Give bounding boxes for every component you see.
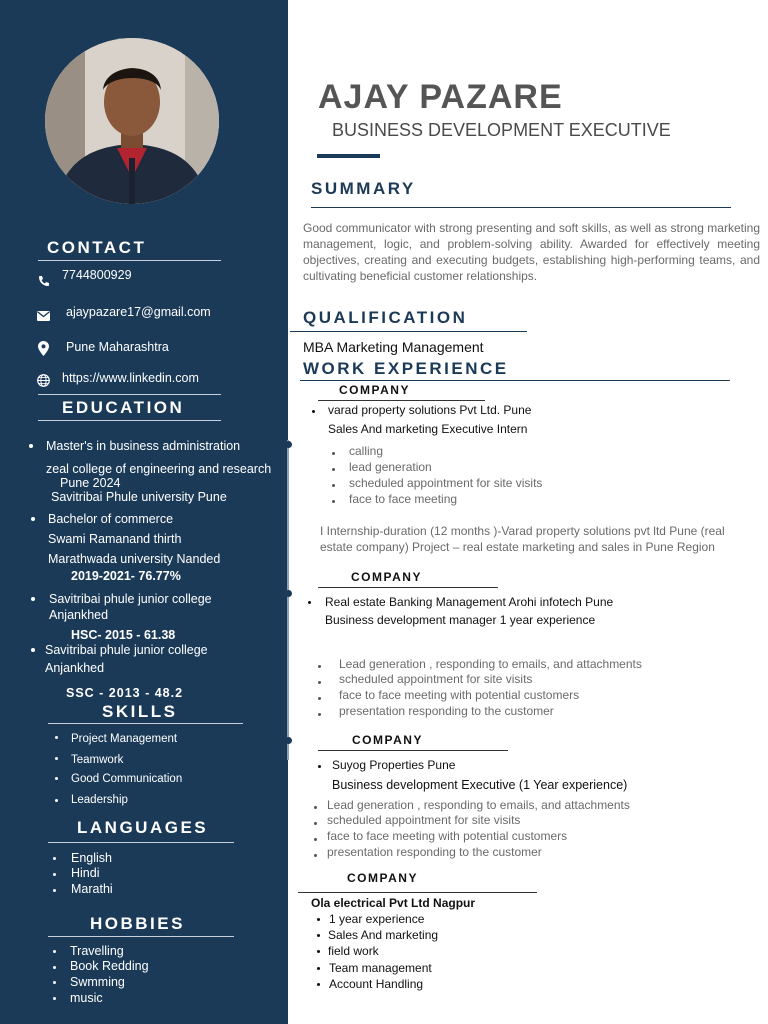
company-divider: [318, 400, 485, 401]
hobby-item: Travelling: [70, 944, 124, 958]
bullet-icon: [314, 854, 317, 857]
bullet-icon: [55, 799, 58, 802]
job-1-duty: face to face meeting: [349, 492, 458, 506]
company-label: COMPANY: [352, 733, 423, 747]
timeline-line: [287, 440, 289, 760]
job-2-duty: presentation responding to the customer: [339, 704, 554, 718]
timeline-dot: [285, 590, 292, 597]
bullet-icon: [332, 484, 335, 487]
job-2-company: Real estate Banking Management Arohi infotech Pune: [325, 595, 614, 609]
qualification-heading: QUALIFICATION: [303, 308, 468, 327]
languages-heading: LANGUAGES: [77, 818, 209, 837]
bullet-icon: [317, 983, 320, 986]
job-4-duty: 1 year experience: [329, 912, 425, 926]
bullet-icon: [312, 410, 315, 413]
internship-note: I Internship-duration (12 months )-Varad property solutions pvt ltd Pune (real estate company) Project – real estate marketing and sales in Pune Region: [320, 524, 725, 554]
bullet-icon: [31, 517, 35, 521]
company-divider: [298, 892, 537, 893]
company-label: COMPANY: [351, 570, 422, 584]
bullet-icon: [318, 681, 321, 684]
bullet-icon: [332, 500, 335, 503]
skill-item: Project Management: [71, 733, 178, 745]
edu-4-score: SSC - 2013 - 48.2: [66, 686, 184, 700]
bullet-icon: [53, 889, 56, 892]
job-1-company: varad property solutions Pvt Ltd. Pune: [328, 403, 532, 417]
bullet-icon: [314, 822, 317, 825]
edu-2-college: Swami Ramanand thirth: [48, 532, 182, 546]
globe-icon: [37, 374, 50, 392]
job-2-role: Business development manager 1 year experience: [325, 613, 596, 627]
job-2-duty: Lead generation , responding to emails, and attachments: [339, 657, 642, 671]
phone-icon: [38, 274, 50, 292]
bullet-icon: [53, 857, 56, 860]
hobbies-divider: [48, 936, 234, 937]
skills-heading: SKILLS: [102, 702, 178, 721]
timeline-dot: [285, 441, 292, 448]
job-3-company: Suyog Properties Pune: [332, 758, 456, 772]
company-label: COMPANY: [339, 383, 410, 397]
job-1-duty: calling: [349, 444, 384, 458]
title-accent-bar: [317, 154, 380, 158]
edu-4-place: Anjankhed: [45, 661, 105, 675]
hobby-item: Swmming: [70, 975, 125, 989]
edu-1-university: Savitribai Phule university Pune: [51, 490, 227, 504]
edu-2-university: Marathwada university Nanded: [48, 552, 221, 566]
work-experience-heading: WORK EXPERIENCE: [303, 359, 509, 378]
job-3-duty: face to face meeting with potential customers: [327, 829, 568, 843]
hobby-item: Book Redding: [70, 959, 149, 973]
edu-2-degree: Bachelor of commerce: [48, 512, 174, 526]
bullet-icon: [53, 950, 56, 953]
location-pin-icon: [38, 341, 49, 361]
bullet-icon: [317, 918, 320, 921]
profile-photo: [45, 38, 219, 204]
candidate-title: BUSINESS DEVELOPMENT EXECUTIVE: [332, 120, 671, 140]
qualification-divider: [290, 331, 527, 332]
languages-divider: [48, 842, 234, 843]
bullet-icon: [53, 966, 56, 969]
contact-location: Pune Maharashtra: [66, 340, 169, 354]
company-label: COMPANY: [347, 871, 418, 885]
language-item: English: [71, 851, 112, 865]
hobbies-heading: HOBBIES: [90, 914, 185, 933]
work-experience-divider: [300, 380, 730, 381]
bullet-icon: [55, 757, 58, 760]
skill-item: Teamwork: [71, 754, 124, 766]
edu-1-degree: Master's in business administration: [46, 439, 241, 453]
bullet-icon: [318, 765, 321, 768]
hobby-item: music: [70, 991, 103, 1005]
bullet-icon: [317, 967, 320, 970]
contact-phone[interactable]: 7744800929: [62, 268, 132, 282]
bullet-icon: [53, 981, 56, 984]
contact-heading: CONTACT: [47, 238, 147, 257]
bullet-icon: [332, 452, 335, 455]
job-1-role: Sales And marketing Executive Intern: [328, 422, 528, 436]
edu-3-place: Anjankhed: [49, 608, 109, 622]
company-divider: [318, 750, 508, 751]
job-1-duty: lead generation: [349, 460, 432, 474]
contact-linkedin[interactable]: https://www.linkedin.com: [62, 371, 199, 385]
education-heading: EDUCATION: [62, 398, 185, 417]
company-divider: [318, 587, 498, 588]
summary-divider: [311, 207, 731, 208]
bullet-icon: [318, 665, 321, 668]
bullet-icon: [317, 934, 320, 937]
bullet-icon: [53, 997, 56, 1000]
job-4-duty: Team management: [329, 961, 432, 975]
bullet-icon: [314, 806, 317, 809]
bullet-icon: [318, 697, 321, 700]
job-3-duty: presentation responding to the customer: [327, 845, 542, 859]
edu-3-college: Savitribai phule junior college: [49, 592, 212, 606]
language-item: Marathi: [71, 882, 113, 896]
job-3-duty: Lead generation , responding to emails, and attachments: [327, 798, 630, 812]
summary-heading: SUMMARY: [311, 179, 416, 198]
job-4-duty: Sales And marketing: [328, 928, 439, 942]
edu-1-place-year: Pune 2024: [60, 476, 121, 490]
skill-item: Leadership: [71, 794, 128, 806]
summary-text: Good communicator with strong presenting and soft skills, as well as strong marketing management, logic, and problem-solving ability. Awarded for effectively meeting objectives, creating and executing budgets, establishing high-performing teams, and cultivating beneficial customer relationships.: [303, 221, 760, 283]
bullet-icon: [314, 838, 317, 841]
email-icon: [37, 308, 50, 326]
education-top-divider: [38, 394, 221, 395]
bullet-icon: [332, 468, 335, 471]
bullet-icon: [318, 713, 321, 716]
education-divider: [38, 420, 221, 421]
edu-3-score: HSC- 2015 - 61.38: [71, 628, 176, 642]
bullet-icon: [31, 597, 35, 601]
contact-divider: [38, 260, 221, 261]
timeline-dot: [285, 737, 292, 744]
bullet-icon: [31, 648, 35, 652]
bullet-icon: [55, 777, 58, 780]
skill-item: Good Communication: [71, 773, 183, 785]
job-3-role: Business development Executive (1 Year experience): [332, 778, 628, 792]
job-3-duty: scheduled appointment for site visits: [327, 813, 521, 827]
edu-4-college: Savitribai phule junior college: [45, 643, 208, 657]
job-4-duty: field work: [328, 944, 379, 958]
skills-divider: [48, 723, 243, 724]
job-1-duty: scheduled appointment for site visits: [349, 476, 543, 490]
job-4-duty: Account Handling: [329, 977, 424, 991]
bullet-icon: [53, 873, 56, 876]
candidate-name: AJAY PAZARE: [318, 78, 563, 116]
language-item: Hindi: [71, 866, 100, 880]
bullet-icon: [308, 601, 311, 604]
job-2-duty: scheduled appointment for site visits: [339, 672, 533, 686]
job-2-duty: face to face meeting with potential customers: [339, 688, 580, 702]
bullet-icon: [29, 444, 33, 448]
qualification-text: MBA Marketing Management: [303, 339, 484, 355]
edu-1-college: zeal college of engineering and research: [46, 462, 272, 476]
job-4-company: Ola electrical Pvt Ltd Nagpur: [311, 896, 476, 910]
bullet-icon: [55, 736, 58, 739]
contact-email[interactable]: ajaypazare17@gmail.com: [66, 305, 211, 319]
bullet-icon: [317, 950, 320, 953]
edu-2-year-score: 2019-2021- 76.77%: [71, 569, 181, 583]
